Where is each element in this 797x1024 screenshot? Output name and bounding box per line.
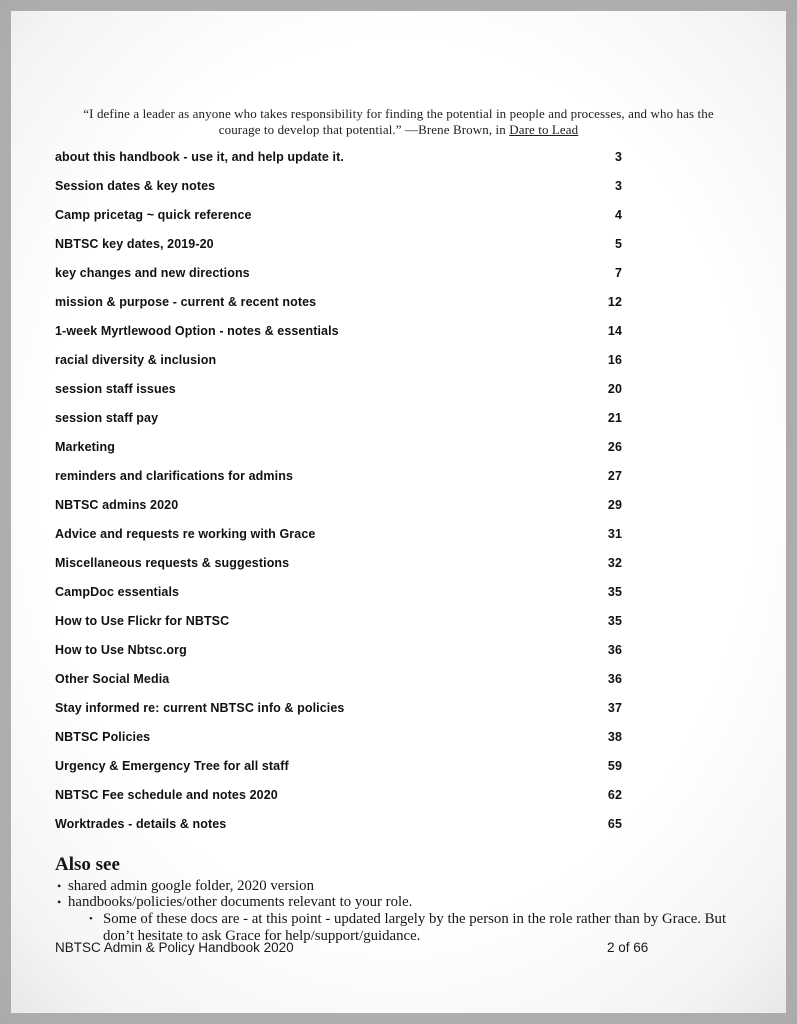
toc-entry-title: Miscellaneous requests & suggestions — [55, 556, 290, 570]
footer-document-title: NBTSC Admin & Policy Handbook 2020 — [55, 940, 294, 955]
toc-page-number: 62 — [607, 788, 622, 802]
toc-page-number: 4 — [614, 208, 622, 222]
toc-entry-title: Other Social Media — [55, 672, 170, 686]
toc-entry-title: NBTSC Fee schedule and notes 2020 — [55, 788, 278, 802]
toc-row — [55, 317, 622, 346]
toc-row — [55, 201, 622, 230]
toc-row — [55, 404, 622, 433]
bullet-item — [55, 878, 746, 894]
toc-row — [55, 491, 622, 520]
toc-row — [55, 375, 622, 404]
toc-entry-title: NBTSC key dates, 2019-20 — [55, 237, 214, 251]
toc-entry-title: NBTSC Policies — [55, 730, 151, 744]
bullet-text: handbooks/policies/other documents relevant to your role. — [68, 894, 413, 911]
toc-entry-title: Urgency & Emergency Tree for all staff — [55, 759, 289, 773]
toc-entry-title: CampDoc essentials — [55, 585, 180, 599]
toc-page-number: 37 — [607, 701, 622, 715]
toc-page-number: 38 — [607, 730, 622, 744]
toc-page-number: 7 — [614, 266, 622, 280]
toc-entry-title: Worktrades - details & notes — [55, 817, 227, 831]
bullet-dot: • — [57, 895, 62, 910]
toc-row — [55, 433, 622, 462]
toc-row — [55, 607, 622, 636]
toc-row — [55, 781, 622, 810]
toc-page-number: 65 — [607, 817, 622, 831]
toc-page-number: 35 — [607, 585, 622, 599]
quote-line-2-text: courage to develop that potential.” —Brene Brown, in — [218, 121, 510, 137]
quote-line-2 — [11, 122, 786, 138]
bullet-dot: • — [57, 879, 62, 893]
toc-entry-title: session staff pay — [55, 411, 159, 425]
toc-entry-title: 1-week Myrtlewood Option - notes & essentials — [55, 324, 339, 338]
toc-entry-title: racial diversity & inclusion — [55, 353, 217, 367]
toc-row — [55, 752, 622, 781]
toc-entry-title: Advice and requests re working with Grace — [55, 527, 316, 541]
toc-entry-title: mission & purpose - current & recent notes — [55, 295, 317, 309]
toc-entry-title: NBTSC admins 2020 — [55, 498, 179, 512]
toc-page-number: 27 — [607, 469, 622, 483]
toc-row — [55, 520, 622, 549]
also-see-heading: Also see — [55, 854, 120, 875]
toc-page-number: 3 — [614, 150, 622, 164]
toc-entry-title: about this handbook - use it, and help update it. — [55, 150, 344, 164]
toc-row — [55, 723, 622, 752]
toc-row — [55, 694, 622, 723]
epigraph-quote — [11, 106, 786, 137]
toc-page-number: 59 — [607, 759, 622, 773]
toc-row — [55, 636, 622, 665]
toc-entry-title: How to Use Nbtsc.org — [55, 643, 187, 657]
toc-entry-title: Camp pricetag ~ quick reference — [55, 208, 252, 222]
footer-page-count: 2 of 66 — [607, 940, 649, 955]
document-page — [11, 11, 786, 1013]
toc-row — [55, 462, 622, 491]
sub-bullet-item — [55, 911, 746, 943]
toc-entry-title: Stay informed re: current NBTSC info & policies — [55, 701, 345, 715]
toc-page-number: 26 — [607, 440, 622, 454]
sub-bullet-text: Some of these docs are - at this point - updated largely by the person in the role rather than by Grace. But don’t hesitate to ask Grace for help/support/guidance. — [103, 911, 727, 944]
toc-row — [55, 578, 622, 607]
toc-page-number: 36 — [607, 672, 622, 686]
bullet-text: shared admin google folder, 2020 version — [68, 878, 314, 894]
toc-page-number: 36 — [607, 643, 622, 657]
toc-row — [55, 172, 622, 201]
toc-page-number: 20 — [607, 382, 622, 396]
toc-row — [55, 230, 622, 259]
toc-entry-title: How to Use Flickr for NBTSC — [55, 614, 230, 628]
bullet-item — [55, 894, 746, 910]
toc-row — [55, 259, 622, 288]
toc-page-number: 16 — [607, 353, 622, 367]
toc-page-number: 3 — [614, 179, 622, 193]
toc-page-number: 29 — [607, 498, 622, 512]
toc-entry-title: Session dates & key notes — [55, 179, 216, 193]
book-title-link[interactable]: Dare to Lead — [509, 121, 579, 137]
toc-row — [55, 810, 622, 839]
toc-row — [55, 549, 622, 578]
toc-page-number: 32 — [607, 556, 622, 570]
toc-row — [55, 143, 622, 172]
toc-page-number: 14 — [607, 324, 622, 338]
toc-page-number: 5 — [614, 237, 622, 251]
toc-page-number: 12 — [607, 295, 622, 309]
table-of-contents — [55, 143, 622, 839]
toc-page-number: 31 — [607, 527, 622, 541]
toc-page-number: 35 — [607, 614, 622, 628]
toc-row — [55, 346, 622, 375]
also-see-section — [55, 855, 746, 944]
toc-row — [55, 288, 622, 317]
toc-row — [55, 665, 622, 694]
bullet-dot: • — [89, 913, 93, 926]
toc-entry-title: session staff issues — [55, 382, 176, 396]
toc-entry-title: key changes and new directions — [55, 266, 250, 280]
toc-page-number: 21 — [607, 411, 622, 425]
quote-line-1: “I define a leader as anyone who takes responsibility for finding the potential in people and processes, and who has the — [83, 106, 714, 121]
toc-entry-title: Marketing — [55, 440, 115, 454]
toc-entry-title: reminders and clarifications for admins — [55, 469, 293, 483]
